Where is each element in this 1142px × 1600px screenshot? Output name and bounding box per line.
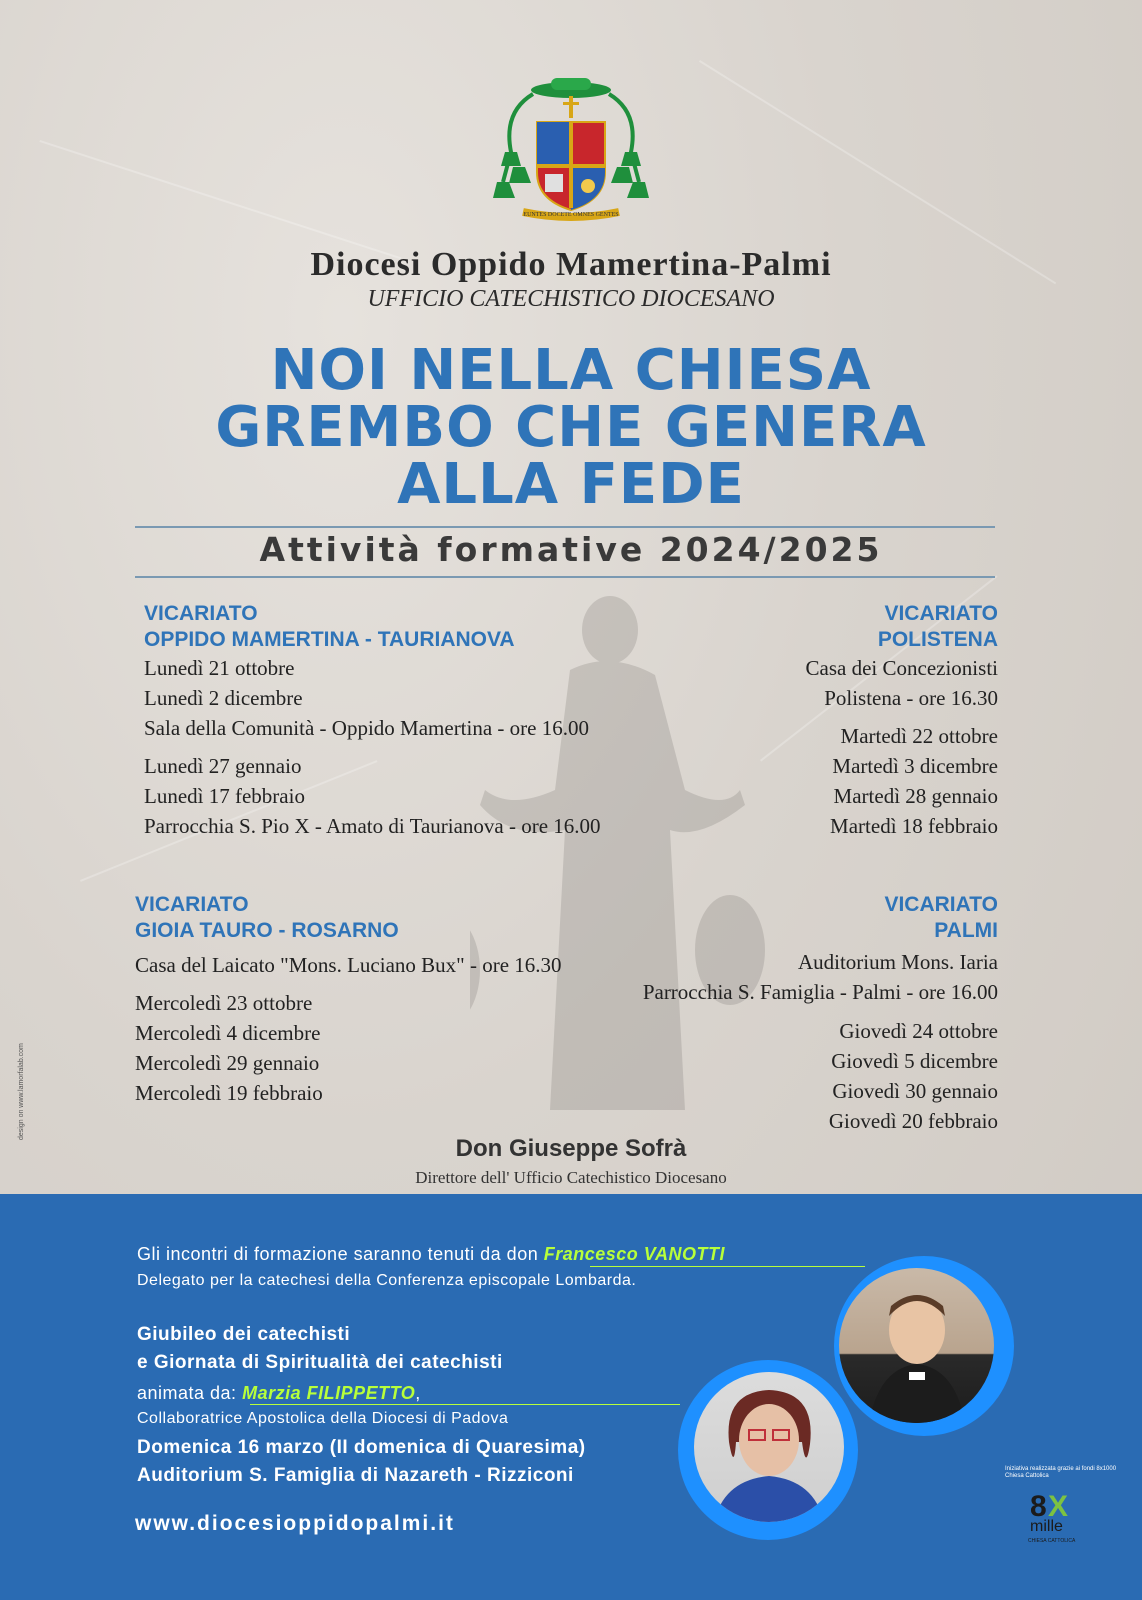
polistena-date-3: Martedì 28 gennaio xyxy=(833,784,998,808)
polistena-date-2: Martedì 3 dicembre xyxy=(832,754,998,778)
speaker2-comma: , xyxy=(415,1383,421,1403)
vicariato-oppido-title xyxy=(144,601,515,653)
intro-text: Gli incontri di formazione saranno tenuti da don xyxy=(137,1244,539,1264)
polistena-date-4: Martedì 18 febbraio xyxy=(830,814,998,838)
intro-line xyxy=(137,1244,725,1265)
vicariato-name: OPPIDO MAMERTINA - TAURIANOVA xyxy=(144,628,515,651)
portrait-marzia-filippetto xyxy=(678,1360,858,1540)
oppido-date-1: Lunedì 21 ottobre xyxy=(144,656,295,680)
office-name: UFFICIO CATECHISTICO DIOCESANO xyxy=(367,286,775,312)
vicariato-name: PALMI xyxy=(934,919,998,942)
palmi-venue-1: Auditorium Mons. Iaria xyxy=(797,950,998,974)
design-credit: design on www.lamorfalab.com xyxy=(18,1043,25,1140)
vicariato-name: GIOIA TAURO - ROSARNO xyxy=(135,919,399,942)
event-venue: Auditorium S. Famiglia di Nazareth - Rizziconi xyxy=(137,1465,574,1486)
gioia-date-4: Mercoledì 19 febbraio xyxy=(135,1081,323,1105)
speaker1-name: Francesco VANOTTI xyxy=(543,1244,725,1264)
vicariato-label: VICARIATO xyxy=(144,602,258,625)
subtitle: Attività formative 2024/2025 xyxy=(259,530,883,569)
speaker2-underline xyxy=(250,1404,680,1405)
christ-silhouette-image xyxy=(470,590,770,1150)
oppido-date-4: Lunedì 17 febbraio xyxy=(144,784,305,808)
animated-by-line xyxy=(137,1383,421,1404)
divider-top xyxy=(135,526,995,528)
otto-per-mille-logo xyxy=(1022,1490,1092,1550)
paper-crease xyxy=(39,140,401,259)
woman-portrait-image xyxy=(694,1372,844,1522)
vicariato-palmi-title xyxy=(884,892,998,944)
polistena-date-1: Martedì 22 ottobre xyxy=(840,724,998,748)
animated-by-label: animata da: xyxy=(137,1383,237,1403)
signature-role: Direttore dell' Ufficio Catechistico Diocesano xyxy=(415,1168,727,1187)
diocese-crest-image xyxy=(493,72,649,224)
signature-name: Don Giuseppe Sofrà xyxy=(455,1135,687,1162)
logo-word: mille xyxy=(1030,1518,1063,1535)
photo-woman xyxy=(694,1372,844,1522)
title-line-3: ALLA FEDE xyxy=(397,452,745,517)
palmi-date-4: Giovedì 20 febbraio xyxy=(828,1109,998,1133)
gioia-venue: Casa del Laicato "Mons. Luciano Bux" - ore 16.30 xyxy=(135,953,562,977)
crest-motto: EUNTES DOCETE OMNES GENTES xyxy=(523,212,619,218)
jubilee-line-2: e Giornata di Spiritualità dei catechisti xyxy=(137,1352,503,1373)
vicariato-name: POLISTENA xyxy=(877,628,998,651)
oppido-date-3: Lunedì 27 gennaio xyxy=(144,754,302,778)
speaker1-underline xyxy=(590,1266,865,1267)
logo-sub: CHIESA CATTOLICA xyxy=(1028,1538,1076,1544)
gioia-date-1: Mercoledì 23 ottobre xyxy=(135,991,313,1015)
oppido-venue-1: Sala della Comunità - Oppido Mamertina - ore 16.00 xyxy=(144,716,589,740)
gioia-date-2: Mercoledì 4 dicembre xyxy=(135,1021,321,1045)
vicariato-polistena-title xyxy=(878,601,998,653)
divider-bottom xyxy=(135,576,995,578)
oppido-date-2: Lunedì 2 dicembre xyxy=(144,686,303,710)
palmi-venue-2: Parrocchia S. Famiglia - Palmi - ore 16.00 xyxy=(642,980,998,1004)
otto-per-mille-note: Iniziativa realizzata grazie ai fondi 8x1000 Chiesa Cattolica xyxy=(1005,1466,1117,1479)
man-portrait-image xyxy=(839,1268,994,1423)
diocese-name: Diocesi Oppido Mamertina-Palmi xyxy=(310,246,832,283)
logo-number: 8 xyxy=(1030,1490,1047,1523)
vicariato-gioia-title xyxy=(135,892,399,944)
title-line-2: GREMBO CHE GENERA xyxy=(215,395,927,460)
vicariato-label: VICARIATO xyxy=(884,602,998,625)
logo-x: X xyxy=(1048,1490,1069,1523)
event-date: Domenica 16 marzo (II domenica di Quaresima) xyxy=(137,1437,586,1458)
palmi-date-1: Giovedì 24 ottobre xyxy=(839,1019,998,1043)
gioia-date-3: Mercoledì 29 gennaio xyxy=(135,1051,320,1075)
palmi-date-2: Giovedì 5 dicembre xyxy=(831,1049,998,1073)
portrait-francesco-vanotti xyxy=(834,1256,1014,1436)
website-link[interactable]: www.diocesioppidopalmi.it xyxy=(135,1512,455,1535)
speaker1-role: Delegato per la catechesi della Conferenza episcopale Lombarda. xyxy=(137,1272,637,1289)
photo-man xyxy=(839,1268,994,1423)
polistena-venue-2: Polistena - ore 16.30 xyxy=(824,686,998,710)
vicariato-label: VICARIATO xyxy=(135,893,249,916)
speaker2-role: Collaboratrice Apostolica della Diocesi di Padova xyxy=(137,1410,509,1427)
vicariato-label: VICARIATO xyxy=(884,893,998,916)
palmi-date-3: Giovedì 30 gennaio xyxy=(832,1079,998,1103)
polistena-venue-1: Casa dei Concezionisti xyxy=(805,656,998,680)
speaker2-name: Marzia FILIPPETTO xyxy=(242,1383,416,1403)
oppido-venue-2: Parrocchia S. Pio X - Amato di Taurianova - ore 16.00 xyxy=(144,814,601,838)
jubilee-line-1: Giubileo dei catechisti xyxy=(137,1324,351,1345)
title-line-1: NOI NELLA CHIESA xyxy=(270,338,872,403)
main-title xyxy=(0,338,1142,517)
